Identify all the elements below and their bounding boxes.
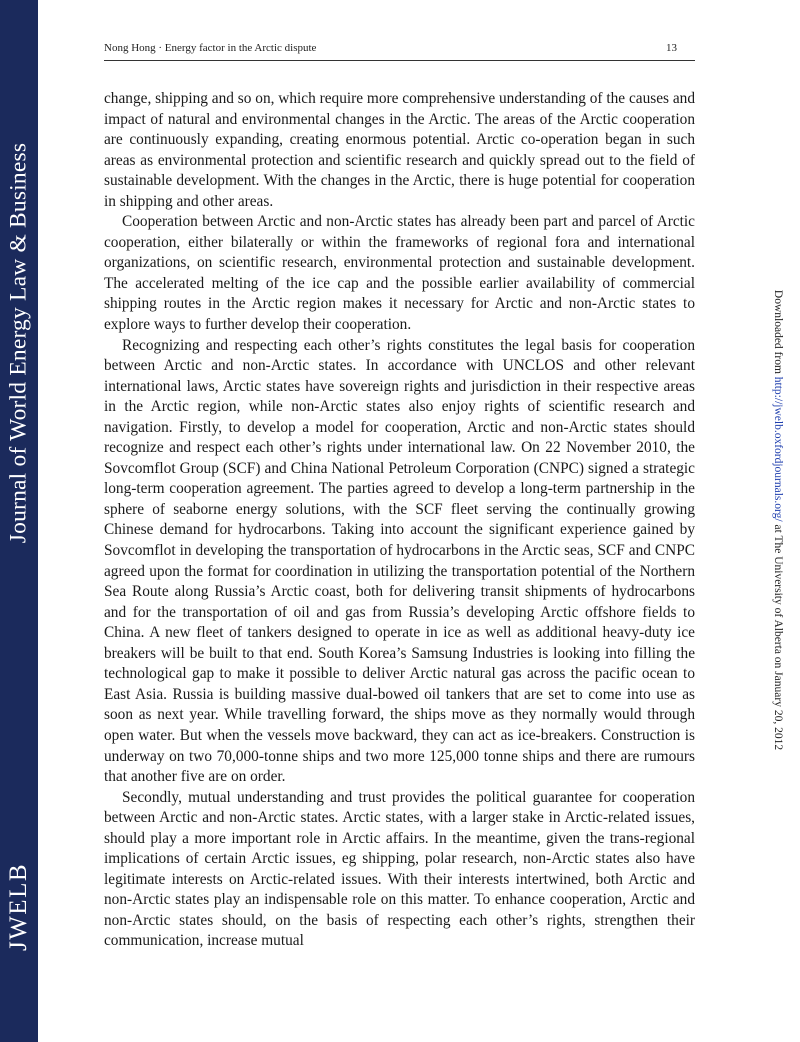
running-header	[104, 42, 695, 58]
running-title: Nong Hong · Energy factor in the Arctic dispute	[104, 42, 317, 54]
paragraph-4: Secondly, mutual understanding and trust provides the political guarantee for cooperation between Arctic and non-Arctic states. Arctic states, with a larger stake in Arctic-related issues, should play a more important role in Arctic affairs. In the meantime, given the trans-regional implications of certain Arctic issues, eg shipping, polar research, non-Arctic states also have legitimate interests on Arctic-related issues. With their interests intertwined, both Arctic and non-Arctic states play an indispensable role on this matter. To enhance cooperation, Arctic and non-Arctic states should, on the basis of respecting each other’s rights, strengthen their communication, increase mutual	[104, 788, 695, 950]
spine-journal-title: Journal of World Energy Law & Business	[5, 142, 32, 544]
paragraph-3: Recognizing and respecting each other’s rights constitutes the legal basis for cooperation between Arctic and non-Arctic states. In accordance with UNCLOS and other relevant international laws, Arctic states have sovereign rights and jurisdiction in their respective areas in the Arctic region, while non-Arctic states also enjoy rights of scientific research and navigation. Firstly, to develop a model for cooperation, Arctic and non-Arctic states should recognize and respect each other’s rights under international law. On 22 November 2010, the Sovcomflot Group (SCF) and China National Petroleum Corporation (CNPC) signed a strategic long-term cooperation agreement. The parties agreed to develop a long-term partnership in the sphere of seaborne energy solutions, with the SCF fleet serving the continually growing Chinese demand for hydrocarbons. Taking into account the significant experience gained by Sovcomflot in developing the transportation of hydrocarbons in the Arctic seas, SCF and CNPC agreed upon the format for coordination in utilizing the transportation potential of the Northern Sea Route along Russia’s Arctic coast, both for delivering transit shipments of hydrocarbons and for the transportation of oil and gas from Russia’s developing Arctic offshore fields to China. A new fleet of tankers designed to operate in ice as well as additional heavy-duty ice breakers will be built to that end. South Korea’s Samsung Industries is looking into filling the technological gap to make it possible to deliver Arctic natural gas across the pacific ocean to East Asia. Russia is building massive dual-bowed oil tankers that are set to come into use as soon as next year. While travelling forward, the ships move as they normally would through open water. But when the vessels move backward, they can act as ice-breakers. Construction is underway on two 70,000-tonne ships and two more 125,000 tonne ships and there are rumours that another five are on order.	[104, 336, 695, 786]
journal-link[interactable]: http://jwelb.oxfordjournals.org/	[772, 376, 784, 522]
paragraph-1: change, shipping and so on, which require more comprehensive understanding of the causes and impact of natural and environmental changes in the Arctic. The areas of the Arctic cooperation are continuously expanding, creating enormous potential. Arctic co-operation began in such areas as environmental protection and scientific research and quickly spread out to the field of sustainable development. With the changes in the Arctic, there is huge potential for cooperation in shipping and other areas.	[104, 90, 695, 210]
spine-abbreviation: JWELB	[5, 862, 32, 952]
journal-spine	[0, 0, 38, 1042]
download-note-prefix: Downloaded from	[772, 289, 784, 377]
body-text	[104, 89, 695, 952]
download-note	[772, 290, 784, 750]
paragraph-2: Cooperation between Arctic and non-Arctic states has already been part and parcel of Arctic cooperation, either bilaterally or within the frameworks of regional fora and international organizations, on scientific research, environmental protection and sustainable development. The accelerated melting of the ice cap and the possible earlier availability of commercial shipping routes in the Arctic region makes it necessary for Arctic and non-Arctic states to explore ways to further develop their cooperation.	[104, 213, 695, 334]
download-note-suffix: at The University of Alberta on January 20, 2012	[772, 521, 784, 751]
header-rule	[104, 60, 695, 61]
page-number: 13	[666, 42, 677, 54]
